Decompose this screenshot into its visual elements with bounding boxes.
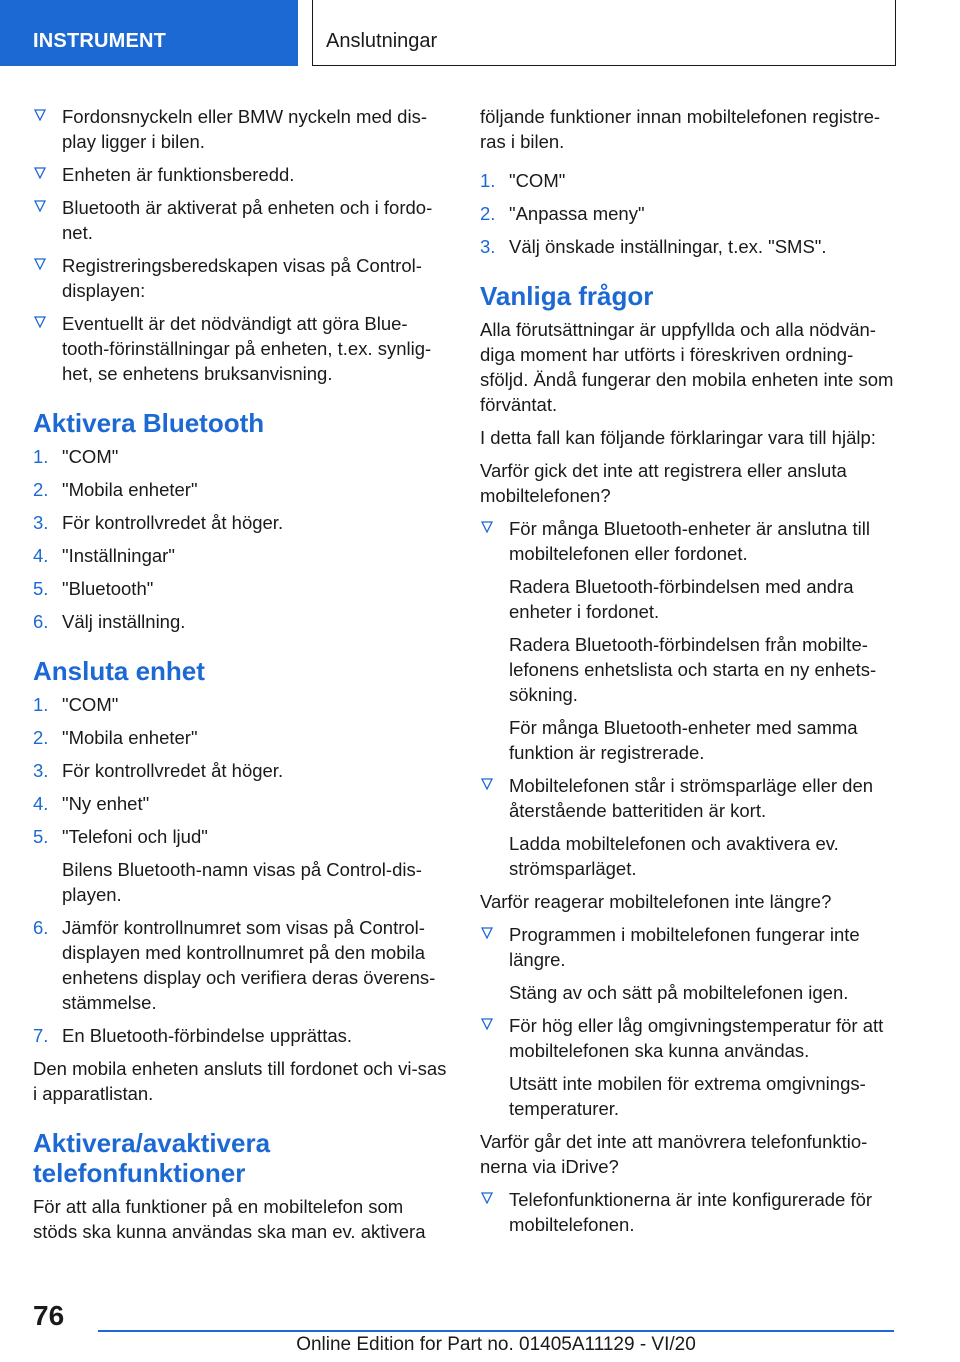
step-item: 3. För kontrollvredet åt höger. — [33, 512, 284, 533]
step-item: 5. "Telefoni och ljud" — [33, 826, 208, 847]
paragraph: Den mobila enheten ansluts till fordonet och vi-sas i apparatlistan. — [33, 1058, 447, 1104]
step-item: 2. "Anpassa meny" — [480, 203, 645, 224]
page-header — [0, 0, 960, 66]
faq-answer: Ladda mobiltelefonen och avaktivera ev. strömsparläget. — [509, 833, 839, 879]
list-item: För många Bluetooth-enheter är anslutna till mobiltelefonen eller fordonet. — [480, 516, 900, 566]
paragraph: följande funktioner innan mobiltelefonen registre-ras i bilen. — [480, 106, 881, 152]
list-item: Telefonfunktionerna är inte konfigurerade för mobiltelefonen. — [480, 1187, 900, 1237]
triangle-bullet-icon — [481, 1018, 493, 1030]
list-item: Fordonsnyckeln eller BMW nyckeln med dis-play ligger i bilen. — [33, 104, 448, 154]
chapter-title: Anslutningar — [312, 0, 896, 66]
triangle-bullet-icon — [34, 200, 46, 212]
step-note: Bilens Bluetooth-namn visas på Control-dis-playen. — [62, 859, 422, 905]
faq-question: Varför gick det inte att registrera eller ansluta mobiltelefonen? — [480, 460, 847, 506]
list-item: Eventuellt är det nödvändigt att göra Blue-tooth-förinställningar på enheten, t.ex. synlig-het, se enhetens bruksanvisning. — [33, 311, 448, 386]
list-item: Enheten är funktionsberedd. — [33, 162, 448, 187]
heading-connect-device: Ansluta enhet — [33, 656, 205, 686]
step-item: 4. "Ny enhet" — [33, 793, 150, 814]
step-item: 4. "Inställningar" — [33, 545, 175, 566]
triangle-bullet-icon — [481, 521, 493, 533]
faq-answer: Radera Bluetooth-förbindelsen från mobilte-lefonens enhetslista och starta en ny enhets-sökning. — [509, 634, 877, 705]
triangle-bullet-icon — [481, 1192, 493, 1204]
faq-answer: Stäng av och sätt på mobiltelefonen igen. — [509, 982, 849, 1003]
triangle-bullet-icon — [481, 927, 493, 939]
step-item: 5. "Bluetooth" — [33, 578, 154, 599]
list-item: Bluetooth är aktiverat på enheten och i fordo-net. — [33, 195, 448, 245]
faq-answer: För många Bluetooth-enheter med samma funktion är registrerade. — [509, 717, 858, 763]
step-item: 1. "COM" — [33, 694, 119, 715]
paragraph: Alla förutsättningar är uppfyllda och alla nödvän-diga moment har utförts i föreskriven ordning-sföljd. Ändå fungerar den mobila enheten inte som förväntat. — [480, 319, 894, 415]
list-item: Mobiltelefonen står i strömsparläge eller den återstående batteritiden är kort. — [480, 773, 900, 823]
faq-answer: Radera Bluetooth-förbindelsen med andra enheter i fordonet. — [509, 576, 854, 622]
heading-phone-functions: Aktivera/avaktivera telefonfunktioner — [33, 1128, 271, 1188]
page-number: 76 — [33, 1300, 65, 1331]
triangle-bullet-icon — [34, 109, 46, 121]
faq-answer: Utsätt inte mobilen för extrema omgivnings-temperaturer. — [509, 1073, 866, 1119]
faq-question: Varför reagerar mobiltelefonen inte längre? — [480, 891, 832, 912]
step-item: 6. Jämför kontrollnumret som visas på Control-displayen med kontrollnumret på den mobila enhetens display och verifiera deras överens-stämmelse. — [33, 917, 436, 1013]
list-item: Registreringsberedskapen visas på Control-displayen: — [33, 253, 448, 303]
triangle-bullet-icon — [481, 778, 493, 790]
paragraph: I detta fall kan följande förklaringar vara till hjälp: — [480, 427, 876, 448]
heading-activate-bluetooth: Aktivera Bluetooth — [33, 408, 265, 438]
section-tab: INSTRUMENT — [0, 0, 298, 66]
edition-text: Online Edition for Part no. 01405A11129 - VI/20 — [296, 1334, 696, 1355]
triangle-bullet-icon — [34, 316, 46, 328]
step-item: 6. Välj inställning. — [33, 611, 186, 632]
step-item: 2. "Mobila enheter" — [33, 479, 198, 500]
list-item: För hög eller låg omgivningstemperatur för att mobiltelefonen ska kunna användas. — [480, 1013, 900, 1063]
step-item: 2. "Mobila enheter" — [33, 727, 198, 748]
triangle-bullet-icon — [34, 167, 46, 179]
triangle-bullet-icon — [34, 258, 46, 270]
left-column — [33, 104, 448, 1252]
step-item: 1. "COM" — [480, 170, 566, 191]
heading-faq: Vanliga frågor — [480, 281, 654, 311]
right-column — [480, 104, 900, 1245]
step-item: 7. En Bluetooth-förbindelse upprättas. — [33, 1025, 353, 1046]
list-item: Programmen i mobiltelefonen fungerar inte längre. — [480, 922, 900, 972]
step-item: 3. Välj önskade inställningar, t.ex. "SMS". — [480, 236, 827, 257]
paragraph: För att alla funktioner på en mobiltelefon som stöds ska kunna användas ska man ev. aktivera — [33, 1196, 426, 1242]
faq-question: Varför går det inte att manövrera telefonfunktio-nerna via iDrive? — [480, 1131, 868, 1177]
footer-divider — [98, 1330, 894, 1332]
step-item: 3. För kontrollvredet åt höger. — [33, 760, 284, 781]
step-item: 1. "COM" — [33, 446, 119, 467]
